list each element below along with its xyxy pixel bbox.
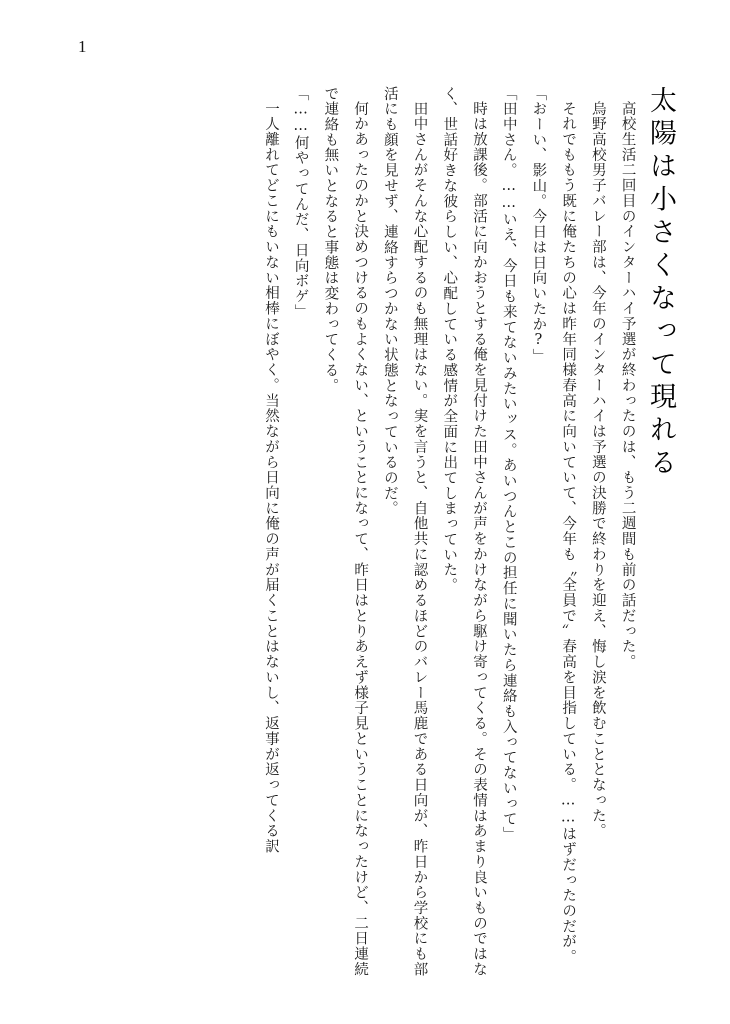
- body-paragraph-2: 烏野高校男子バレー部は、今年のインターハイは予選の決勝で終わりを迎え、悔し涙を飲むこととなった。: [589, 100, 606, 839]
- body-paragraph-10: 一人離れてどこにもいない相棒にぼやく。当然ながら日向に俺の声が届くことはないし、返事が返ってくる訳: [262, 100, 279, 854]
- body-paragraph-6: 時は放課後。部活に向かおうとする俺を見付けた田中さんが声をかけながら駆け寄ってくる。その表情はあまり良いものではなく、世話好きな彼らしい、心配している感情が全面に出てしまっていた。: [441, 86, 487, 977]
- body-paragraph-8: 何かあったのかと決めつけるのもよくない、ということになって、昨日はとりあえず様子見ということになったけど、二日連続で連絡も無いとなると事態は変わってくる。: [322, 86, 369, 977]
- body-paragraph-9: 「……何やってんだ、日向ボゲ」: [292, 86, 309, 320]
- body-paragraph-5: 「田中さん。……いえ、今日も来てないみたいッス。あいつんとこの担任に聞いたら連絡も入ってないって」: [500, 86, 517, 843]
- page-title: 太陽は小さくなって現れる: [645, 86, 676, 482]
- vertical-text-body: [108, 86, 678, 988]
- page-number: 1: [78, 37, 87, 56]
- body-paragraph-4: 「おーい、影山。今日は日向いたか?」: [530, 86, 547, 365]
- body-paragraph-1: 高校生活二回目のインターハイ予選が終わったのは、もう二週間も前の話だった。: [619, 100, 636, 670]
- body-paragraph-3: それでももう既に俺たちの心は昨年同様春高に向いていて、今年も〝全員で〟春高を目指している。……はずだったのだが。: [560, 100, 577, 965]
- body-paragraph-7: 田中さんがそんな心配するのも無理はない。実を言うと、自他共に認めるほどのバレー馬鹿である日向が、昨日から学校にも部活にも顔を見せず、連絡すらつかない状態となっているのだ。: [381, 86, 428, 977]
